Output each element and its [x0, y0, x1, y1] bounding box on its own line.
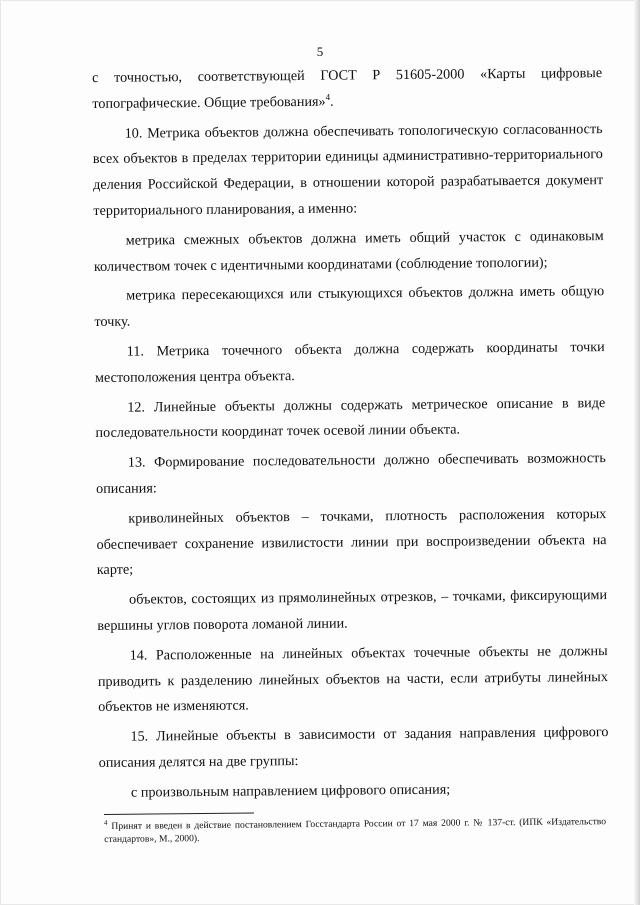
page-number: 5 [316, 44, 324, 59]
paragraph-item-11: 11. Метрика точечного объекта должна содержать координаты точки местоположения центра объекта. [94, 339, 605, 386]
footnote [104, 815, 606, 846]
paragraph-subitem-curvilinear: криволинейных объектов – точками, плотность расположения которых обеспечивает сохранение извилистости линии при воспроизведении объекта на карте; [96, 505, 607, 579]
footnote-reference[interactable]: 4 [325, 91, 331, 102]
paragraph-text: с точностью, соответствующей ГОСТ Р 51605-2000 «Карты цифровые топографические. Общие требования» [92, 65, 603, 112]
scan-edge-shadow [634, 0, 640, 905]
paragraph-subitem-arbitrary: с произвольным направлением цифрового описания; [130, 781, 451, 801]
paragraph-subitem-intersecting: метрика пересекающихся или стыкующихся объектов должна иметь общую точку. [94, 283, 605, 331]
paragraph-item-13: 13. Формирование последовательности должно обеспечивать возможность описания: [95, 450, 606, 497]
paragraph-subitem-straight: объектов, состоящих из прямолинейных отрезков, – точками, фиксирующими вершины углов поворота ломаной линии. [97, 587, 608, 634]
document-body [92, 61, 609, 810]
paragraph-item-15: 15. Линейные объекты в зависимости от задания направления цифрового описания делятся на две группы: [98, 724, 609, 771]
paragraph-item-12: 12. Линейные объекты должны содержать метрическое описание в виде последовательности координат точек осевой линии объекта. [95, 394, 606, 442]
paragraph-item-14: 14. Расположенные на линейных объектах точечные объекты не должны приводить к разделению линейных объектов на части, если атрибуты линейных объектов не изменяются. [97, 642, 608, 716]
paragraph-subitem-adjacent: метрика смежных объектов должна иметь общий участок с одинаковым количеством точек с идентичными координатами (соблюдение топологии); [93, 227, 604, 275]
footnote-text: Принят и введен в действие постановлением Госстандарта России от 17 мая 2000 г. № 137-ст. (ИПК «Издательство стандартов», М., 2000). [104, 816, 607, 845]
paragraph-0 [92, 61, 602, 117]
footnote-mark: 4 [103, 818, 108, 827]
paragraph-item-10: 10. Метрика объектов должна обеспечивать топологическую согласованность всех объектов в пределах территории единицы административно-территориального деления Российской Федерации, в отношении которой разрабатывается документ территориального планирования, а именно: [92, 120, 604, 219]
paragraph-end-punct: . [330, 93, 334, 110]
footnote-divider [104, 813, 254, 815]
